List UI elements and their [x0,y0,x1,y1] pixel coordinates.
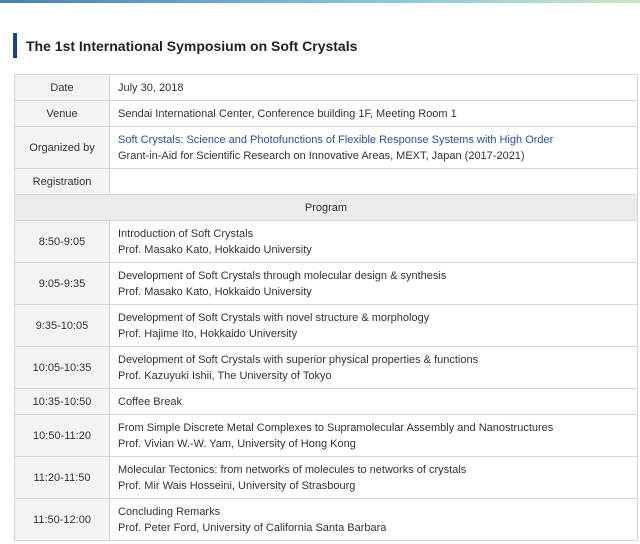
talk-speaker: Prof. Vivian W.-W. Yam, University of Hong Kong [118,437,356,450]
program-header-row [15,195,638,221]
date-value: July 30, 2018 [110,75,638,101]
program-item [110,305,638,347]
program-item [110,263,638,305]
symposium-table [14,74,638,541]
registration-label: Registration [15,169,110,195]
talk-speaker: Prof. Hajime Ito, Hokkaido University [118,327,298,340]
program-time: 10:05-10:35 [15,347,110,389]
organizer-grant: Grant-in-Aid for Scientific Research on Innovative Areas, MEXT, Japan (2017-2021) [118,149,525,162]
program-row [15,457,638,499]
organizer-row [15,127,638,169]
registration-value [110,169,638,195]
talk-speaker: Prof. Peter Ford, University of California Santa Barbara [118,521,387,534]
program-row [15,305,638,347]
venue-value: Sendai International Center, Conference building 1F, Meeting Room 1 [110,101,638,127]
talk-title: Development of Soft Crystals with superior physical properties & functions [118,353,479,366]
talk-title: Molecular Tectonics: from networks of molecules to networks of crystals [118,463,467,476]
program-item [110,347,638,389]
talk-speaker: Prof. Mir Wais Hosseini, University of Strasbourg [118,479,356,492]
program-row [15,389,638,415]
talk-title: Introduction of Soft Crystals [118,227,254,240]
program-item [110,221,638,263]
talk-title: From Simple Discrete Metal Complexes to Supramolecular Assembly and Nanostructures [118,421,554,434]
program-row [15,499,638,541]
date-label: Date [15,75,110,101]
organized-label: Organized by [15,127,110,169]
program-row [15,221,638,263]
program-time: 9:05-9:35 [15,263,110,305]
venue-label: Venue [15,101,110,127]
program-row [15,415,638,457]
program-item [110,457,638,499]
program-item [110,415,638,457]
talk-title: Development of Soft Crystals through molecular design & synthesis [118,269,447,282]
program-time: 9:35-10:05 [15,305,110,347]
program-time: 8:50-9:05 [15,221,110,263]
program-row [15,347,638,389]
talk-speaker: Prof. Masako Kato, Hokkaido University [118,285,312,298]
venue-row [15,101,638,127]
program-item [110,389,638,415]
program-time: 11:50-12:00 [15,499,110,541]
registration-row [15,169,638,195]
talk-speaker: Prof. Masako Kato, Hokkaido University [118,243,312,256]
program-time: 10:50-11:20 [15,415,110,457]
program-row [15,263,638,305]
top-accent-line [0,0,640,3]
program-time: 10:35-10:50 [15,389,110,415]
talk-title: Concluding Remarks [118,505,221,518]
program-header: Program [15,195,638,221]
talk-speaker: Prof. Kazuyuki Ishii, The University of Tokyo [118,369,332,382]
organizer-link[interactable]: Soft Crystals: Science and Photofunctions of Flexible Response Systems with High Order [118,133,554,146]
page-title: The 1st International Symposium on Soft Crystals [13,33,357,58]
organized-value [110,127,638,169]
program-time: 11:20-11:50 [15,457,110,499]
program-item [110,499,638,541]
talk-title: Coffee Break [118,395,183,408]
date-row [15,75,638,101]
talk-title: Development of Soft Crystals with novel structure & morphology [118,311,430,324]
